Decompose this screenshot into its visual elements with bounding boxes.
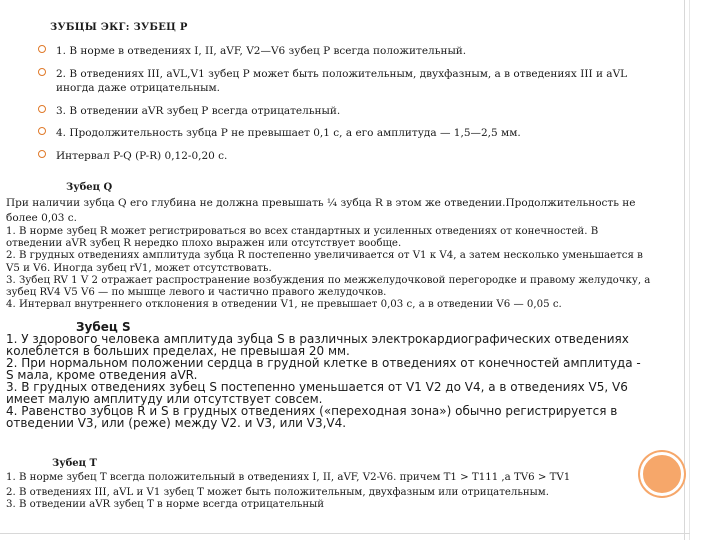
paragraph: 2. В грудных отведениях амплитуда зубца R постепенно увеличивается от V1 к V4, а затем несколько уменьшается в V5 и V6. Иногда зубец rV1, может отсутствовать. [6, 250, 643, 274]
slide-frame-line [689, 0, 690, 540]
bullet-icon [38, 68, 46, 76]
bullet-text: 1. В норме в отведениях I, II, aVF, V2—V6 зубец Р всегда положительный. [56, 45, 467, 57]
bullet-icon [38, 150, 46, 158]
paragraph: 1. У здорового человека амплитуда зубца S в различных электрокардиографических отведениях колеблется в больших пределах, не превышая 20 мм. [6, 332, 629, 358]
slide-frame-line [0, 533, 690, 534]
paragraph: 1. В норме зубец R может регистрироваться во всех стандартных и усиленных отведениях от конечностей. В отведении aVR зубец R нередко плохо выражен или отсутствует вообще. [6, 226, 599, 250]
section-body-s [6, 333, 646, 429]
paragraph: 1. В норме зубец Т всегда положительный в отведениях I, II, aVF, V2-V6. причем T1 > T111 ,а TV6 > TV1 [6, 472, 571, 483]
decorative-circle [640, 452, 684, 496]
bullet-text: 3. В отведении aVR зубец Р всегда отрицательный. [56, 104, 341, 117]
bullet-icon [38, 105, 46, 113]
list-item [36, 126, 656, 141]
list-item [36, 44, 656, 59]
list-item [36, 67, 656, 96]
bullet-icon [38, 127, 46, 135]
paragraph: 2. При нормальном положении сердца в грудной клетке в отведениях от конечностей амплитуда -S мала, кроме отведения aVR. [6, 356, 641, 382]
bullet-text: 2. В отведениях III, aVL,V1 зубец Р может быть положительным, двухфазным, а в отведениях III и aVL иногда даже отрицательным. [56, 67, 628, 94]
bullet-icon [38, 45, 46, 53]
paragraph: 4. Равенство зубцов R и S в грудных отведениях («переходная зона») обычно регистрируется в отведении V3, или (реже) между V2. и V3, или V3,V4. [6, 404, 618, 430]
bullet-text: Интервал P-Q (P-R) 0,12-0,20 с. [56, 149, 228, 162]
paragraph: При наличии зубца Q его глубина не должна превышать ¼ зубца R в этом же отведении.Продолжительность не более 0,03 с. [6, 197, 636, 224]
bullet-list [36, 44, 656, 171]
paragraph: 4. Интервал внутреннего отклонения в отведении V1, не превышает 0,03 с, а в отведении V6 — 0,05 с. [6, 299, 562, 311]
paragraph: 3. В отведении aVR зубец T в норме всегда отрицательный [6, 499, 325, 510]
list-item [36, 104, 656, 119]
slide-frame-line [684, 0, 685, 540]
list-item [36, 149, 656, 164]
bullet-text: 4. Продолжительность зубца Р не превышает 0,1 с, а его амплитуда — 1,5—2,5 мм. [56, 127, 521, 139]
paragraph: 2. В отведениях III, aVL и V1 зубец T может быть положительным, двухфазным или отрицательным. [6, 486, 549, 498]
section-body-q [6, 196, 656, 311]
section-heading-q: Зубец Q [66, 182, 113, 193]
section-body-t [6, 472, 646, 512]
slide-title: ЗУБЦЫ ЭКГ: ЗУБЕЦ Р [50, 22, 188, 33]
section-heading-s: Зубец S [76, 320, 131, 334]
paragraph: 3. В грудных отведениях зубец S постепенно уменьшается от V1 V2 до V4, а в отведениях V5, V6 имеет малую амплитуду или отсутствует совсем. [6, 380, 628, 406]
paragraph: 3. Зубец RV 1 V 2 отражает распространение возбуждения по межжелудочковой перегородке и правому желудочку, а зубец RV4 V5 V6 — по мышце левого и частично правого желудочков. [6, 274, 651, 299]
section-heading-t: Зубец Т [52, 458, 97, 469]
